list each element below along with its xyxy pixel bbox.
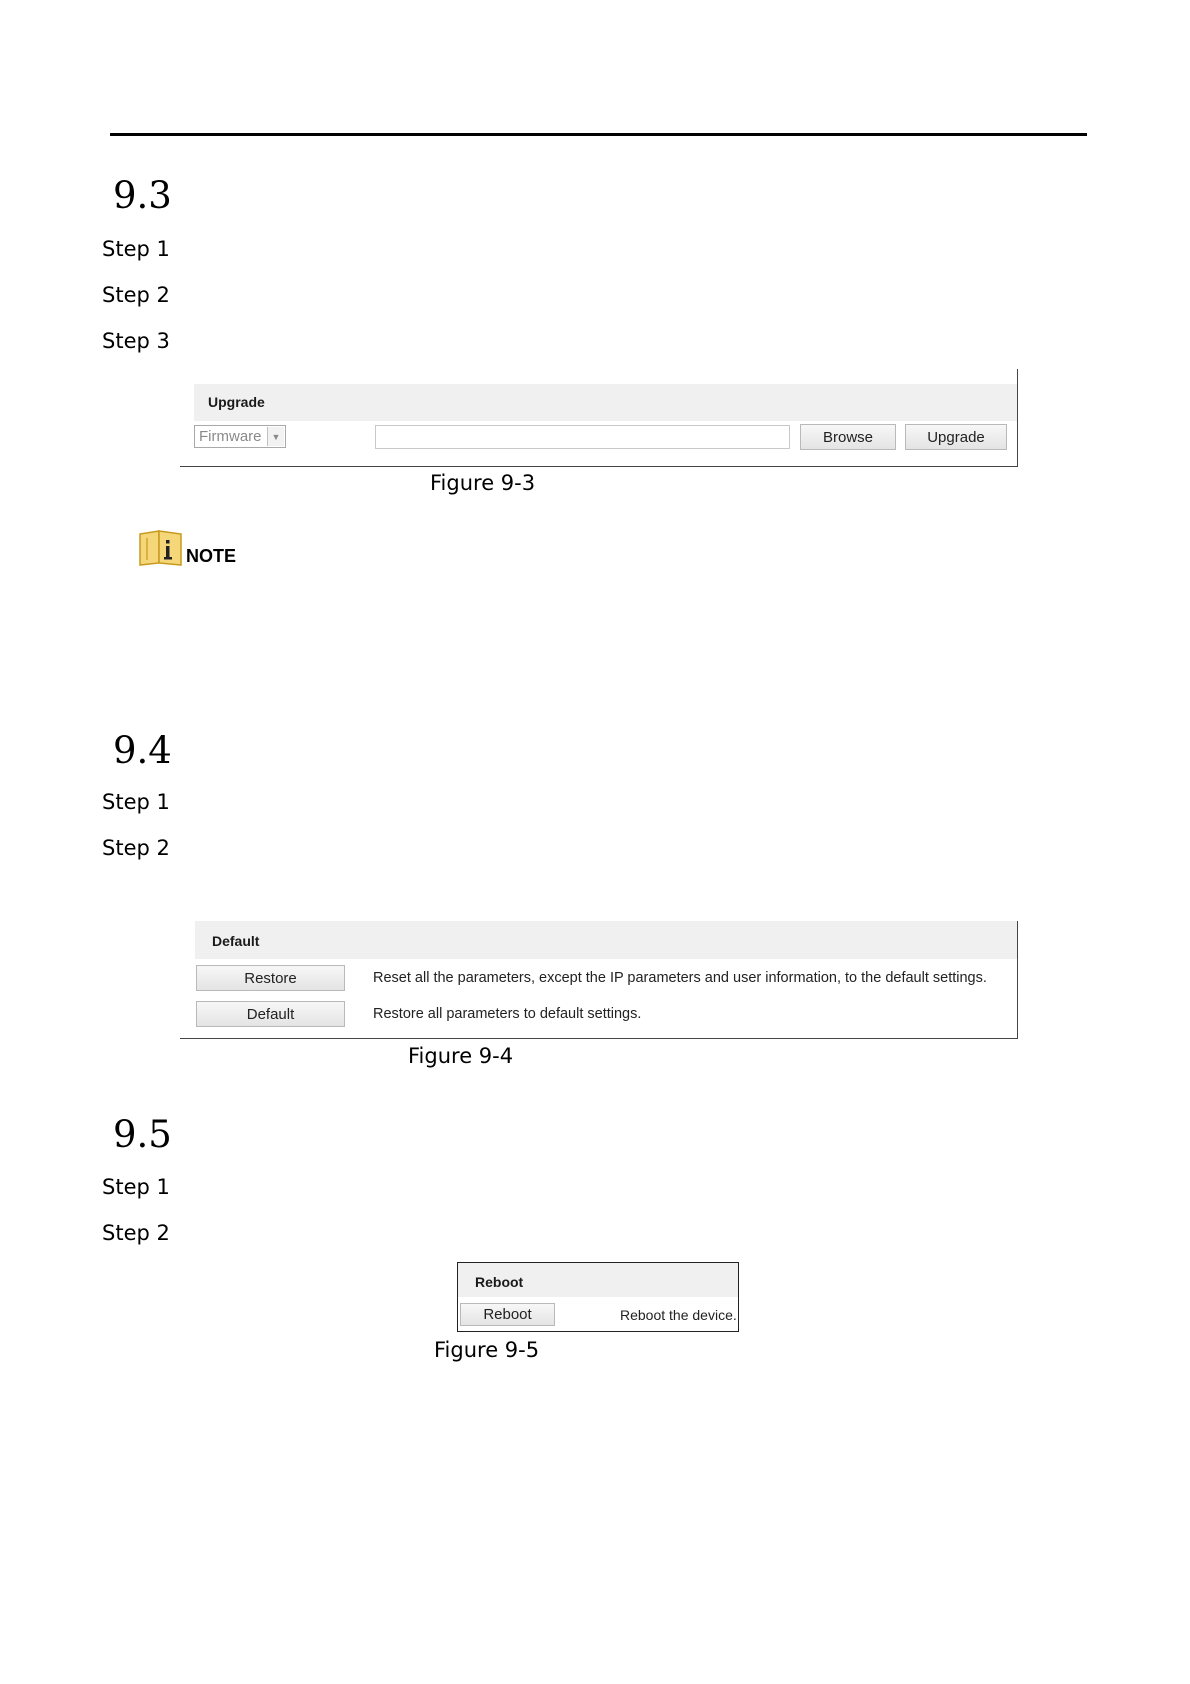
step-label: Step 2 — [102, 283, 170, 307]
reboot-panel — [457, 1262, 739, 1332]
reboot-panel-header — [458, 1263, 738, 1297]
upgrade-button[interactable]: Upgrade — [905, 424, 1007, 450]
panel-title: Default — [212, 933, 260, 949]
reboot-description: Reboot the device. — [620, 1307, 737, 1323]
note-callout — [138, 530, 238, 566]
figure-caption: Figure 9-3 — [430, 471, 536, 495]
restore-button[interactable]: Restore — [196, 965, 345, 991]
firmware-select[interactable] — [194, 425, 286, 448]
chevron-down-icon: ▼ — [267, 427, 284, 446]
section-number-9-5: 9.5 — [113, 1113, 172, 1156]
default-button[interactable]: Default — [196, 1001, 345, 1027]
section-number-9-3: 9.3 — [113, 174, 172, 217]
step-label: Step 1 — [102, 790, 170, 814]
step-label: Step 1 — [102, 1175, 170, 1199]
restore-description: Reset all the parameters, except the IP parameters and user information, to the default settings. — [373, 970, 987, 986]
header-rule — [110, 133, 1087, 136]
upgrade-panel-header — [194, 384, 1017, 421]
figure-caption: Figure 9-5 — [434, 1338, 540, 1362]
step-label: Step 2 — [102, 1221, 170, 1245]
section-number-9-4: 9.4 — [113, 729, 172, 772]
reboot-button[interactable]: Reboot — [460, 1303, 555, 1326]
browse-button[interactable]: Browse — [800, 424, 896, 450]
step-label: Step 2 — [102, 836, 170, 860]
default-description: Restore all parameters to default settings. — [373, 1006, 642, 1022]
default-panel — [180, 921, 1018, 1039]
default-panel-header — [195, 921, 1017, 959]
panel-title: Upgrade — [208, 394, 265, 410]
figure-caption: Figure 9-4 — [408, 1044, 514, 1068]
upgrade-panel — [180, 369, 1018, 467]
panel-title: Reboot — [475, 1274, 524, 1290]
file-path-input[interactable] — [375, 425, 790, 449]
note-label: NOTE — [186, 546, 237, 566]
info-book-icon — [138, 530, 184, 566]
step-label: Step 3 — [102, 329, 170, 353]
select-value: Firmware — [199, 428, 262, 445]
step-label: Step 1 — [102, 237, 170, 261]
